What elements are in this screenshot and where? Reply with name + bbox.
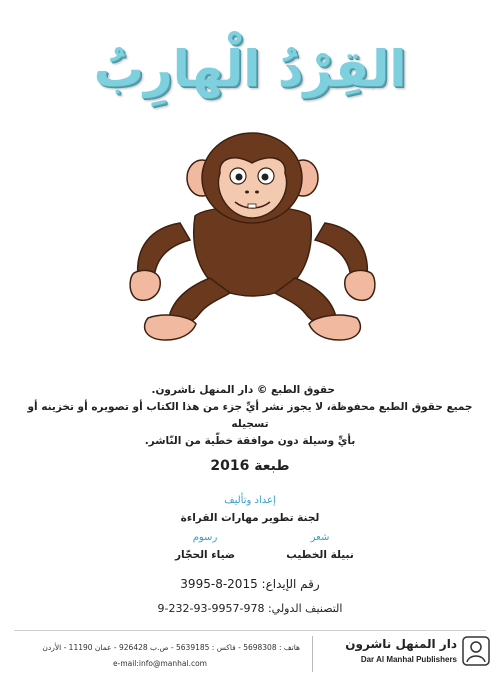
email-link[interactable]: e-mail:info@manhal.com xyxy=(113,659,207,668)
drawings-label: رسوم xyxy=(192,532,218,543)
preparation-value: لجنة تطوير مهارات القراءة xyxy=(180,512,320,524)
poetry-label: شعر xyxy=(310,532,330,543)
deposit-number: رقم الإيداع: 2015-8-3995 xyxy=(180,577,320,591)
edition: طبعة 2016 xyxy=(210,458,290,474)
rights-line: جميع حقوق الطبع محفوظة، لا يجوز نشر أيِّ جزء من هذا الكتاب أو تصويره أو تخزينه أو تسجيله xyxy=(27,401,473,430)
book-title: القِرْدُ الْهارِبُ xyxy=(93,40,407,98)
publisher-name-english: Dar Al Manhal Publishers xyxy=(360,655,457,664)
rights-line-continued: بأيِّ وسيلة دون موافقة خطّية من النّاشر. xyxy=(144,435,356,447)
poetry-value: نبيلة الخطيب xyxy=(286,549,354,561)
contact-line: هاتف : 5698308 - فاكس : 5639185 - ص.ب 926428 - عمان 11190 - الأردن xyxy=(42,643,300,652)
footer-separator xyxy=(312,636,313,672)
footer-divider xyxy=(14,630,486,631)
copyright-notice xyxy=(20,382,480,450)
publisher-logo-icon xyxy=(462,636,490,666)
isbn: التصنيف الدولي: 978-9957-93-232-9 xyxy=(157,602,343,615)
drawings-credit xyxy=(150,532,260,561)
monkey-illustration xyxy=(110,128,395,353)
copyright-line: حقوق الطبع © دار المنهل ناشرون. xyxy=(151,384,335,396)
drawings-value: ضياء الحجّار xyxy=(174,549,236,561)
publisher xyxy=(322,637,457,664)
footer-contact xyxy=(20,640,300,672)
poetry-credit xyxy=(265,532,375,561)
publisher-name-arabic: دار المنهل ناشرون xyxy=(345,637,457,651)
preparation-label: إعداد وتأليف xyxy=(224,495,276,506)
